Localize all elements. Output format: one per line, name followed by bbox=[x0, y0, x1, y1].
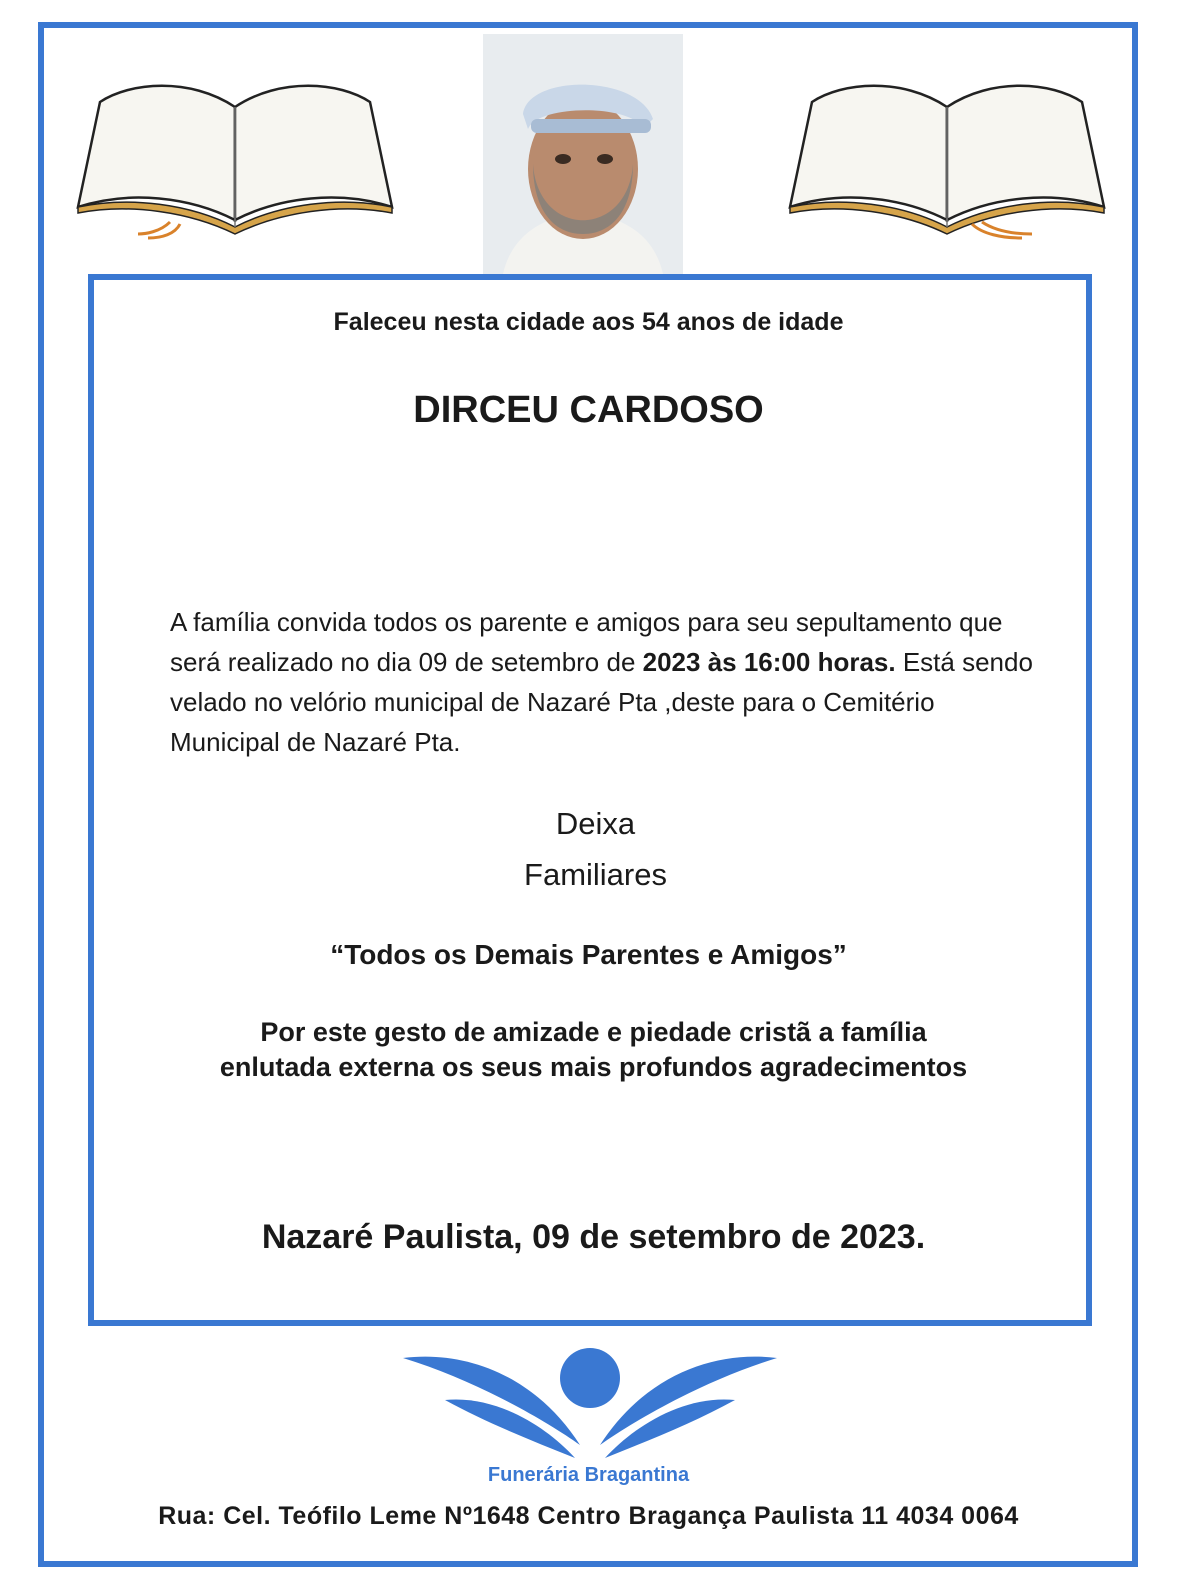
familiares-label: Familiares bbox=[524, 857, 667, 892]
open-book-icon bbox=[70, 62, 400, 242]
portrait-icon bbox=[483, 34, 683, 274]
funeral-details-part1: A família convida todos os parente e amigos para seu sepultamento que será realizado no dia 09 de setembro de bbox=[170, 607, 1003, 677]
place-and-date: Nazaré Paulista, 09 de setembro de 2023. bbox=[261, 1218, 926, 1256]
portrait-photo bbox=[483, 34, 683, 274]
thanks-message bbox=[10, 1015, 1177, 1085]
death-announcement-intro: Faleceu nesta cidade aos 54 anos de idade bbox=[333, 308, 844, 336]
funeral-home-name: Funerária Bragantina bbox=[487, 1464, 690, 1486]
funeral-time: 2023 às 16:00 horas. bbox=[642, 647, 896, 677]
deixa-label: Deixa bbox=[555, 806, 636, 841]
open-book-icon bbox=[782, 62, 1112, 242]
thanks-line-2: enlutada externa os seus mais profundos agradecimentos bbox=[219, 1052, 968, 1082]
funeral-home-address: Rua: Cel. Teófilo Leme Nº1648 Centro Bragança Paulista 11 4034 0064 bbox=[158, 1502, 1019, 1530]
thanks-line-1: Por este gesto de amizade e piedade cristã a família bbox=[260, 1017, 927, 1047]
deceased-name: DIRCEU CARDOSO bbox=[413, 389, 764, 431]
funeral-details-paragraph bbox=[170, 602, 1040, 762]
funeral-home-logo bbox=[395, 1340, 785, 1470]
relatives-quote: “Todos os Demais Parentes e Amigos” bbox=[330, 939, 847, 970]
funeral-details-part2: Está sendo velado no velório municipal de Nazaré Pta ,deste para o Cemitério Municipal de Nazaré Pta. bbox=[170, 647, 1033, 757]
